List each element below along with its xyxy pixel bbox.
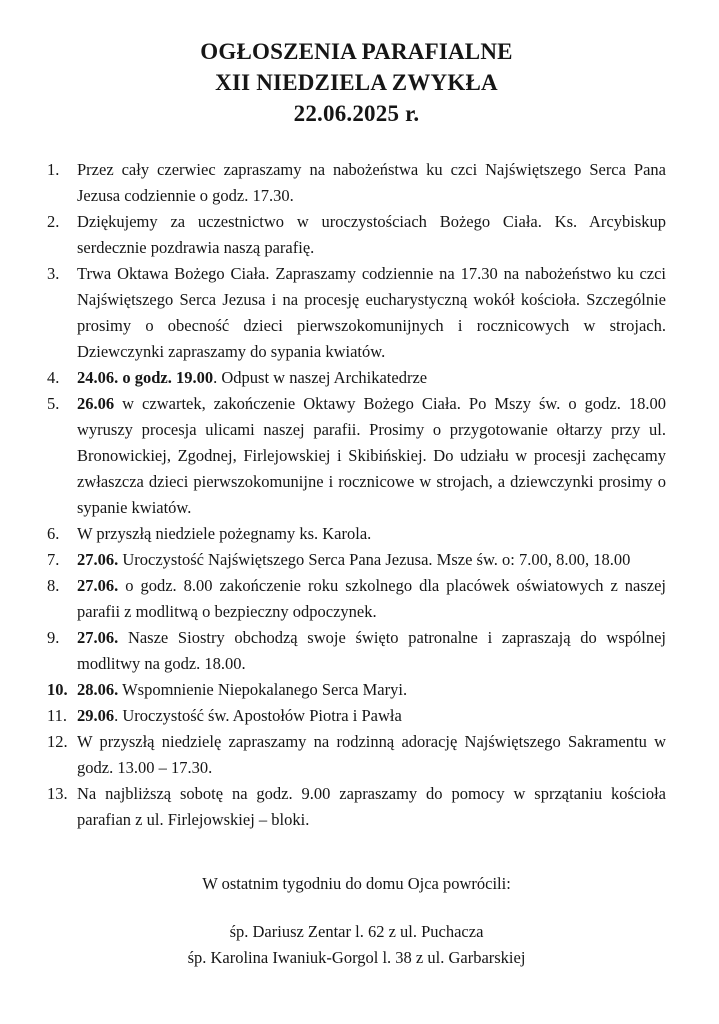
title-line-date: 22.06.2025 r. [293,101,420,126]
announcement-item [47,157,666,209]
announcement-item [47,261,666,365]
item-number: 12. [47,732,68,751]
item-text: 27.06. Nasze Siostry obchodzą swoje święto patronalne i zapraszają do wspólnej modlitwy na godz. 18.00. [77,628,666,673]
announcement-item [47,781,666,833]
item-text: 28.06. Wspomnienie Niepokalanego Serca Maryi. [77,680,408,699]
item-text: W przyszłą niedziele pożegnamy ks. Karola. [77,524,372,543]
item-text: Dziękujemy za uczestnictwo w uroczystościach Bożego Ciała. Ks. Arcybiskup serdecznie pozdrawia naszą parafię. [77,212,666,257]
announcement-item [47,729,666,781]
announcement-item [47,391,666,521]
title-line-main: OGŁOSZENIA PARAFIALNE [200,39,513,64]
announcement-item [47,573,666,625]
announcement-item [47,625,666,677]
item-text: Trwa Oktawa Bożego Ciała. Zapraszamy codziennie na 17.30 na nabożeństwo ku czci Najświętszego Serca Jezusa i na procesję eucharystyczną wokół kościoła. Szczególnie prosimy o obecność dzieci pierwszokomunijnych i rocznicowych w strojach. Dziewczynki zapraszamy do sypania kwiatów. [77,264,666,361]
announcement-item [47,521,666,547]
item-text: W przyszłą niedzielę zapraszamy na rodzinną adorację Najświętszego Sakramentu w godz. 13.00 – 17.30. [77,732,666,777]
item-text: 27.06. Uroczystość Najświętszego Serca Pana Jezusa. Msze św. o: 7.00, 8.00, 18.00 [77,550,631,569]
announcement-item [47,365,666,391]
document-title [47,36,666,129]
item-number: 9. [47,628,60,647]
announcement-item [47,703,666,729]
item-number: 1. [47,160,60,179]
item-number: 13. [47,784,68,803]
item-text: 26.06 w czwartek, zakończenie Oktawy Bożego Ciała. Po Mszy św. o godz. 18.00 wyruszy procesja ulicami naszej parafii. Prosimy o przygotowanie ołtarzy przy ul. Bronowickiej, Zgodnej, Firlejowskiej i Skibińskiej. Do udziału w procesji zachęcamy zwłaszcza dzieci pierwszokomunijne i rocznicowe w strojach, a dziewczynki prosimy o sypanie kwiatów. [77,394,666,517]
memorial-entry: śp. Dariusz Zentar l. 62 z ul. Puchacza [229,922,484,941]
item-number: 4. [47,368,60,387]
item-text: Na najbliższą sobotę na godz. 9.00 zapraszamy do pomocy w sprzątaniu kościoła parafian z ul. Firlejowskiej – bloki. [77,784,666,829]
memorial-entry: śp. Karolina Iwaniuk-Gorgol l. 38 z ul. Garbarskiej [187,948,526,967]
memorial-heading: W ostatnim tygodniu do domu Ojca powrócili: [202,874,511,893]
announcement-item [47,547,666,573]
item-number: 3. [47,264,60,283]
item-number: 5. [47,394,60,413]
item-text: Przez cały czerwiec zapraszamy na nabożeństwa ku czci Najświętszego Serca Pana Jezusa codziennie o godz. 17.30. [77,160,666,205]
item-number: 10. [47,680,68,699]
announcement-item [47,677,666,703]
item-text: 27.06. o godz. 8.00 zakończenie roku szkolnego dla placówek oświatowych z naszej parafii z modlitwą o bezpieczny odpoczynek. [77,576,666,621]
title-line-sunday: XII NIEDZIELA ZWYKŁA [215,70,498,95]
item-text: 29.06. Uroczystość św. Apostołów Piotra i Pawła [77,706,402,725]
item-number: 8. [47,576,60,595]
announcement-list [47,157,666,833]
item-text: 24.06. o godz. 19.00. Odpust w naszej Archikatedrze [77,368,428,387]
item-number: 7. [47,550,60,569]
memorial-section [47,871,666,971]
item-number: 2. [47,212,60,231]
announcement-item [47,209,666,261]
item-number: 11. [47,706,68,725]
memorial-entries [47,919,666,971]
item-number: 6. [47,524,60,543]
